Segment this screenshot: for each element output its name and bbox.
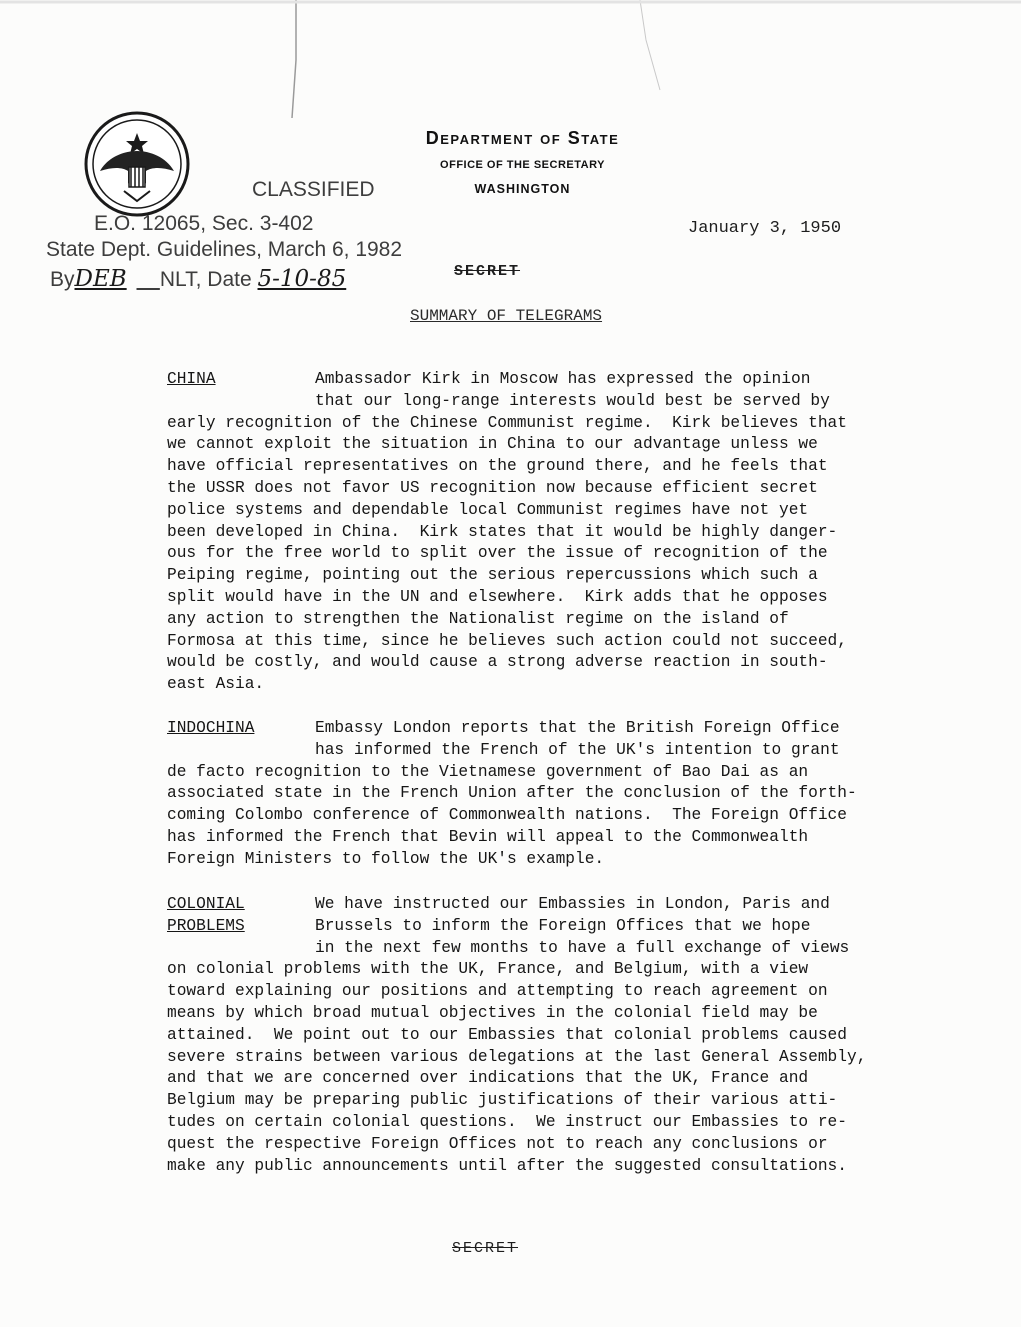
text-line: tudes on certain colonial questions. We instruct our Embassies to re- xyxy=(167,1112,847,1131)
text-line: make any public announcements until after the suggested consultations. xyxy=(167,1156,847,1175)
department-name: Department of State xyxy=(425,128,620,148)
text-line: been developed in China. Kirk states that it would be highly danger- xyxy=(167,522,838,541)
document-title: SUMMARY OF TELEGRAMS xyxy=(410,307,603,325)
classification-bottom: SECRET xyxy=(452,1240,519,1257)
text-line: Brussels to inform the Foreign Offices that we hope xyxy=(315,916,811,935)
text-line: east Asia. xyxy=(167,675,265,694)
stamp-initials: DEB xyxy=(74,266,127,292)
stamp-line-3: State Dept. Guidelines, March 6, 1982 xyxy=(46,238,403,261)
stamp-date-label: NLT, Date xyxy=(159,268,252,291)
text-line: We have instructed our Embassies in London, Paris and xyxy=(315,895,830,913)
text-line: coming Colombo conference of Commonwealth nations. The Foreign Office xyxy=(167,806,847,825)
section-body xyxy=(167,894,967,1177)
text-line: police systems and dependable local Communist regimes have not yet xyxy=(167,500,809,519)
text-line: has informed the French of the UK's intention to grant xyxy=(315,740,840,759)
classification-top: SECRET xyxy=(454,263,521,280)
text-line: severe strains between various delegations at the last General Assembly, xyxy=(167,1047,867,1066)
stamp-line-2: E.O. 12065, Sec. 3-402 xyxy=(94,212,314,235)
text-line: in the next few months to have a full exchange of views xyxy=(315,938,850,957)
section-china xyxy=(167,369,967,696)
text-line: have official representatives on the ground there, and he feels that xyxy=(167,457,828,476)
text-line: attained. We point out to our Embassies that colonial problems caused xyxy=(167,1025,847,1044)
text-line: and that we are concerned over indications that the UK, France and xyxy=(167,1069,809,1088)
section-colonial-problems xyxy=(167,894,967,1177)
text-line: quest the respective Foreign Offices not to reach any conclusions or xyxy=(167,1134,828,1153)
text-line: Formosa at this time, since he believes such action could not succeed, xyxy=(167,631,847,650)
section-label: CHINA xyxy=(167,370,216,388)
city-name: WASHINGTON xyxy=(474,182,571,196)
text-line: we cannot exploit the situation in China to our advantage unless we xyxy=(167,435,818,454)
text-line: Belgium may be preparing public justifications of their various atti- xyxy=(167,1091,838,1110)
stamp-by-label: By xyxy=(50,268,75,291)
text-line: Peiping regime, pointing out the serious repercussions which such a xyxy=(167,566,818,585)
text-line: means by which broad mutual objectives in the colonial field may be xyxy=(167,1003,818,1022)
section-indochina xyxy=(167,718,967,871)
stamp-line-4 xyxy=(50,265,346,294)
text-line: early recognition of the Chinese Communist regime. Kirk believes that xyxy=(167,413,847,432)
office-name: OFFICE OF THE SECRETARY xyxy=(440,159,605,171)
section-label-line-2: PROBLEMS xyxy=(167,916,245,935)
state-department-seal-icon xyxy=(84,111,190,217)
section-label: COLONIAL xyxy=(167,895,245,913)
text-line: on colonial problems with the UK, France, and Belgium, with a view xyxy=(167,960,809,979)
stamp-date: 5-10-85 xyxy=(257,266,347,292)
text-line: toward explaining our positions and attempting to reach agreement on xyxy=(167,982,828,1001)
section-body xyxy=(167,369,967,696)
text-line: the USSR does not favor US recognition now because efficient secret xyxy=(167,478,818,497)
letterhead xyxy=(380,128,665,196)
section-label: INDOCHINA xyxy=(167,719,255,737)
section-body xyxy=(167,718,967,871)
text-line: Foreign Ministers to follow the UK's example. xyxy=(167,849,605,868)
stamp-line-1: CLASSIFIED xyxy=(252,178,375,201)
text-line: Embassy London reports that the British Foreign Office xyxy=(315,719,840,737)
text-line: de facto recognition to the Vietnamese government of Bao Dai as an xyxy=(167,762,809,781)
text-line: would be costly, and would cause a strong adverse reaction in south- xyxy=(167,653,828,672)
text-line: any action to strengthen the Nationalist regime on the island of xyxy=(167,609,789,628)
text-line: ous for the free world to split over the issue of recognition of the xyxy=(167,544,828,563)
text-line: associated state in the French Union after the conclusion of the forth- xyxy=(167,784,857,803)
text-line: that our long-range interests would best be served by xyxy=(315,391,830,410)
text-line: split would have in the UN and elsewhere. Kirk adds that he opposes xyxy=(167,587,828,606)
text-line: has informed the French that Bevin will appeal to the Commonwealth xyxy=(167,827,809,846)
document-date: January 3, 1950 xyxy=(688,219,842,238)
text-line: Ambassador Kirk in Moscow has expressed the opinion xyxy=(315,370,811,388)
